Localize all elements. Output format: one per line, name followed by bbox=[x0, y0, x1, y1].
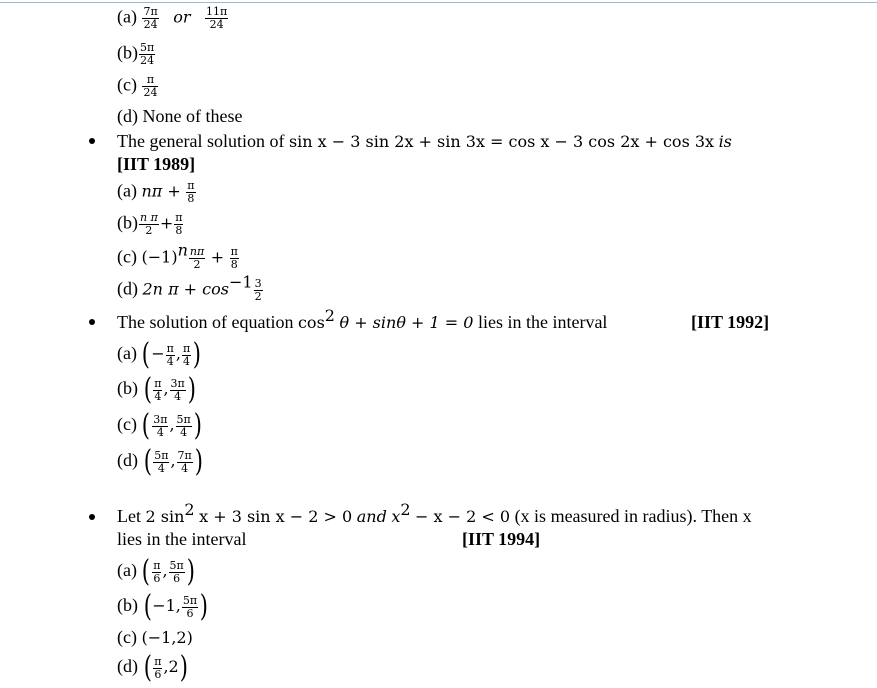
bullet-q2 bbox=[89, 138, 95, 144]
q2-stem: The general solution of sin x − 3 sin 2x + sin 3x = cos x − 3 cos 2x + cos 3x is bbox=[117, 131, 732, 151]
bullet-q4 bbox=[89, 514, 95, 520]
q4-stem: Let 2 $\sin^2 x + 3$ sin x − 2 > 0 and $x^2 - x - 2 < 0$ (x is measured in radius). Then x bbox=[117, 500, 752, 526]
q4-option-d: (d) ( $\frac{\pi}{6}$ ,2) bbox=[117, 650, 188, 685]
q3-option-d: (d) ( $\frac{5\pi}{4}$ , $\frac{7\pi}{4}$ ) bbox=[117, 444, 203, 479]
q1-option-d: (d) None of these bbox=[117, 106, 243, 126]
q3-stem: The solution of equation $\cos^2 \theta + \sin\theta + 1 = 0$ lies in the interval bbox=[117, 306, 608, 332]
q2-option-b: (b) $\frac{\text{n π}}{2}$ + $\frac{\pi}{8}$ bbox=[117, 211, 183, 237]
q2-option-a: (a) nπ + $\frac{\pi}{8}$ bbox=[117, 179, 195, 205]
q3-option-c: (c) ( $\frac{3\pi}{4}$ , $\frac{5\pi}{4}$ ) bbox=[117, 408, 202, 443]
q3-option-b: (b) ( $\frac{\pi}{4}$ , $\frac{3\pi}{4}$ ) bbox=[117, 372, 196, 407]
q4-stem-line2: lies in the interval bbox=[117, 529, 247, 549]
q3-option-a: (a) (− $\frac{\pi}{4}$ , $\frac{\pi}{4}$ ) bbox=[117, 337, 202, 372]
q2-option-c: (c) $(-1)^n$ $\frac{n\pi}{2}$ + $\frac{\pi}{8}$ bbox=[117, 240, 238, 271]
q1-option-b: (b) $\frac{5\pi}{24}$ bbox=[117, 41, 155, 67]
q3-exam-tag: [IIT 1992] bbox=[691, 312, 770, 332]
top-rule bbox=[0, 2, 877, 3]
q4-exam-tag: [IIT 1994] bbox=[462, 529, 541, 549]
q2-exam-tag: [IIT 1989] bbox=[117, 154, 196, 174]
q4-option-c: (c) (−1,2) bbox=[117, 627, 193, 647]
q1-option-a: (a) $\frac{7\pi}{24}$ or $\frac{11\pi}{24}$ bbox=[117, 5, 228, 31]
q2-option-d: (d) 2n $\pi + \cos^{-1}$ $\frac{3}{2}$ bbox=[117, 272, 262, 303]
bullet-q3 bbox=[89, 319, 95, 325]
q4-option-a: (a) ( $\frac{\pi}{6}$ , $\frac{5\pi}{6}$ ) bbox=[117, 554, 195, 589]
q4-option-b: (b) (−1, $\frac{5\pi}{6}$ ) bbox=[117, 589, 209, 624]
q1-option-c: (c) $\frac{\pi}{24}$ bbox=[117, 73, 158, 99]
